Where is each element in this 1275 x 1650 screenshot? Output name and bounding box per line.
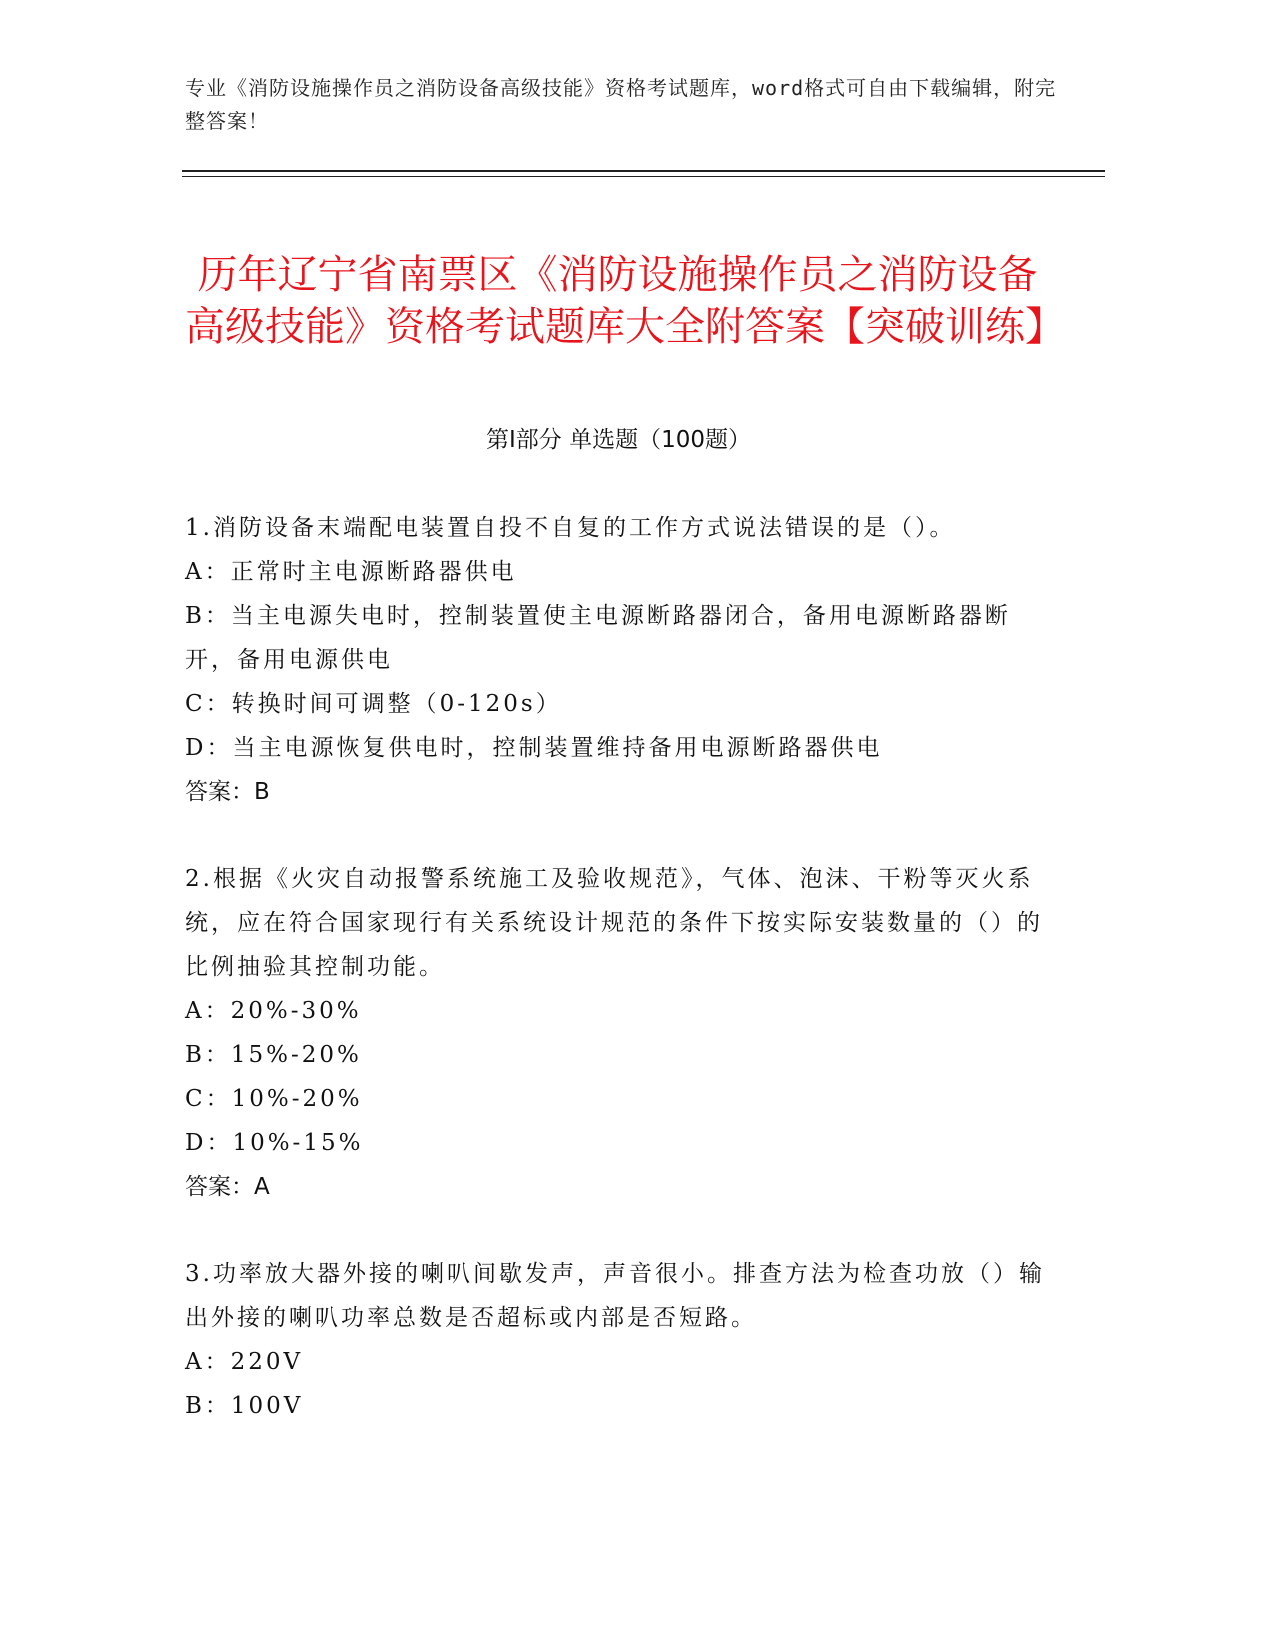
option-d: D：当主电源恢复供电时，控制装置维持备用电源断路器供电 [185,735,883,761]
option-a: A：正常时主电源断路器供电 [185,559,517,585]
question-text: 1.消防设备末端配电装置自投不自复的工作方式说法错误的是（）。 [185,515,956,541]
question-1 [185,506,1045,814]
question-text: 3.功率放大器外接的喇叭间歇发声，声音很小。排查方法为检查功放（）输出外接的喇叭功率总数是否超标或内部是否短路。 [185,1261,1045,1331]
question-3 [185,1252,1045,1428]
section-title: 第Ⅰ部分 单选题（100题） [486,427,751,453]
option-b: B：15%-20% [185,1042,362,1068]
document-title: 历年辽宁省南票区《消防设施操作员之消防设备高级技能》资格考试题库大全附答案【突破训练】 [185,251,1065,350]
option-b: B：100V [185,1393,304,1419]
option-a: A：220V [185,1349,304,1375]
header-rule-thick [182,170,1105,172]
answer: 答案：A [185,1174,270,1200]
header-rule-thin [182,176,1105,177]
option-b: B：当主电源失电时，控制装置使主电源断路器闭合，备用电源断路器断开，备用电源供电 [185,603,1011,673]
question-text: 2.根据《火灾自动报警系统施工及验收规范》，气体、泡沫、干粉等灭火系统，应在符合国家现行有关系统设计规范的条件下按实际安装数量的（）的比例抽验其控制功能。 [185,866,1043,980]
option-c: C：转换时间可调整（0-120s） [185,691,562,717]
option-c: C：10%-20% [185,1086,363,1112]
question-2 [185,857,1045,1209]
option-a: A：20%-30% [185,998,362,1024]
header-note: 专业《消防设施操作员之消防设备高级技能》资格考试题库，word格式可自由下载编辑，附完整答案！ [185,76,1057,133]
answer: 答案：B [185,779,270,805]
question-list [185,506,1045,1471]
option-d: D：10%-15% [185,1130,364,1156]
